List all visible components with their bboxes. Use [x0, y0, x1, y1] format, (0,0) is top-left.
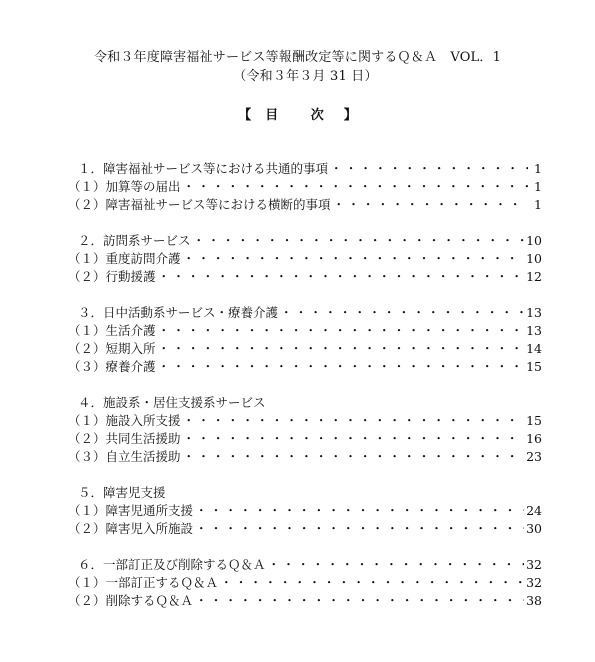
toc-page-number: 16: [526, 431, 542, 446]
toc-item[interactable]: [68, 502, 542, 520]
toc-section-heading[interactable]: [68, 394, 542, 412]
toc-section-title: ３．日中活動系サービス・療養介護: [78, 305, 279, 320]
toc-section-heading[interactable]: [68, 232, 542, 250]
toc-leader-dots: [158, 340, 525, 358]
toc-item-title: （１）障害児通所支援: [68, 503, 194, 518]
toc-item[interactable]: [68, 448, 542, 466]
toc-leader-dots: [158, 322, 525, 340]
toc-item-title: （２）障害児入所施設: [68, 521, 194, 536]
toc-item-title: （３）療養介護: [68, 359, 156, 374]
toc-section: [68, 556, 542, 610]
toc-leader-dots: [330, 160, 528, 178]
toc-page-number: 24: [526, 503, 542, 518]
toc-leader-dots: [158, 268, 525, 286]
toc-section: [68, 232, 542, 286]
toc-leader-dots: [195, 592, 524, 610]
toc-leader-dots: [183, 448, 525, 466]
toc-item[interactable]: [68, 592, 542, 610]
toc-section: [68, 304, 542, 376]
document-date: （令和３年３月 31 日）: [233, 69, 378, 84]
toc-item-title: （２）障害福祉サービス等における横断的事項: [68, 197, 331, 212]
toc-leader-dots: [268, 556, 525, 574]
toc-leader-dots: [158, 358, 525, 376]
toc-item-title: （２）行動援護: [68, 269, 156, 284]
toc-section-title: ５．障害児支援: [78, 485, 166, 500]
toc-item[interactable]: [68, 520, 542, 538]
toc-page-number: 38: [526, 593, 542, 608]
toc-leader-dots: [183, 430, 525, 448]
toc-section: [68, 394, 542, 466]
toc-item-title: （２）共同生活援助: [68, 431, 181, 446]
toc-item[interactable]: [68, 358, 542, 376]
toc-page-number: 1: [534, 197, 542, 212]
toc-section: [68, 484, 542, 538]
toc-section-heading[interactable]: [68, 556, 542, 574]
toc-item[interactable]: [68, 250, 542, 268]
toc-leader-dots: [183, 178, 528, 196]
toc-page-number: 1: [534, 179, 542, 194]
toc-leader-dots: [195, 520, 524, 538]
toc-heading: [0, 104, 595, 123]
toc-item-title: （１）施設入所支援: [68, 413, 181, 428]
toc-page-number: 10: [526, 233, 542, 248]
toc-leader-dots: [183, 250, 525, 268]
toc-item-title: （３）自立生活援助: [68, 449, 181, 464]
toc-item-title: （２）短期入所: [68, 341, 156, 356]
toc-page-number: 15: [526, 413, 542, 428]
toc-item[interactable]: [68, 412, 542, 430]
toc-page-number: 10: [526, 251, 542, 266]
toc-section-title: ４．施設系・居住支援系サービス: [78, 395, 266, 410]
table-of-contents: [68, 160, 542, 628]
toc-heading-close-bracket: 】: [343, 108, 357, 123]
toc-item-title: （１）一部訂正するＱ＆Ａ: [68, 575, 219, 590]
toc-item[interactable]: [68, 322, 542, 340]
toc-page-number: 32: [526, 575, 542, 590]
toc-section-title: ２．訪問系サービス: [78, 233, 191, 248]
toc-item-title: （１）重度訪問介護: [68, 251, 181, 266]
toc-page-number: 13: [526, 305, 542, 320]
document-title: 令和３年度障害福祉サービス等報酬改定等に関するＱ＆Ａ VOL．1: [93, 50, 502, 65]
toc-item[interactable]: [68, 574, 542, 592]
toc-leader-dots: [183, 412, 525, 430]
toc-page-number: 15: [526, 359, 542, 374]
toc-page-number: 30: [526, 521, 542, 536]
toc-page-number: 14: [526, 341, 542, 356]
toc-section-heading[interactable]: [68, 304, 542, 322]
toc-item-title: （１）生活介護: [68, 323, 156, 338]
toc-section-title: １．障害福祉サービス等における共通的事項: [78, 161, 329, 176]
toc-leader-dots: [280, 304, 524, 322]
toc-section-title: ６．一部訂正及び削除するＱ＆Ａ: [78, 557, 266, 572]
toc-page-number: 13: [526, 323, 542, 338]
toc-heading-label: 目 次: [265, 108, 338, 123]
toc-page-number: 32: [526, 557, 542, 572]
toc-item-title: （２）削除するＱ＆Ａ: [68, 593, 194, 608]
toc-item[interactable]: [68, 430, 542, 448]
toc-heading-open-bracket: 【: [238, 108, 252, 123]
toc-leader-dots: [333, 196, 528, 214]
toc-item-title: （１）加算等の届出: [68, 179, 181, 194]
toc-leader-dots: [193, 232, 525, 250]
toc-leader-dots: [220, 574, 524, 592]
toc-item[interactable]: [68, 268, 542, 286]
toc-section-heading[interactable]: [68, 160, 542, 178]
toc-page-number: 1: [534, 161, 542, 176]
toc-leader-dots: [195, 502, 524, 520]
toc-item[interactable]: [68, 196, 542, 214]
toc-item[interactable]: [68, 178, 542, 196]
toc-section-heading[interactable]: [68, 484, 542, 502]
toc-page-number: 12: [526, 269, 542, 284]
toc-section: [68, 160, 542, 214]
toc-item[interactable]: [68, 340, 542, 358]
toc-page-number: 23: [526, 449, 542, 464]
